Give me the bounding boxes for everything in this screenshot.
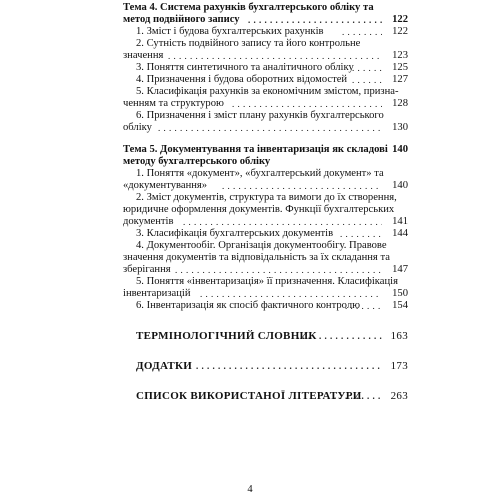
page-number: 4 [247, 484, 253, 495]
table-of-contents-page: Тема 4. Система рахунків бухгалтерського обліку та метод подвійного запису . . . 122 1. Зміст і будова бухгалтерських рахунків . . . 122 2. Сутність подвійного запису та його контрольне значення . . . 123 3. Поняття синтетичного та аналітичного обліку . . . 125 4. Призначення і будова оборотних відомостей . . . 127 5. Класифікація рахунків за економічним змістом, призна- ченням та структурою . . . 128 6. Призначення і зміст плану рахунків бухгалтерського обліку . . . 130 Тема 5. Документування та інвентаризація як складові 140 методу бухгалтерського обліку 1. Поняття «документ», «бухгалтерський документ» та «документування» . . . 140 2. Зміст документів, структура та вимоги до їх створення, юридичне оформлення документів. Функції бухгалтерських документів . . . 141 3. Класифікація бухгалтерських документів . . . 144 4. Документообіг. Організація документообігу. Правове значення документів та відповідальність за їх складання та зберігання . . . 147 5. Поняття «інвентаризація» її призначення. Класифікація інвентаризацій . . . 150 6. Інвентаризація як спосіб фактичного контролю . . . 154 ТЕРМІНОЛОГІЧНИЙ СЛОВНИК . . . 163 ДОДАТКИ . . . 173 СПИСОК ВИКОРИСТАНОЇ ЛІТЕРАТУРИ . . . 263 4 [0, 0, 500, 500]
